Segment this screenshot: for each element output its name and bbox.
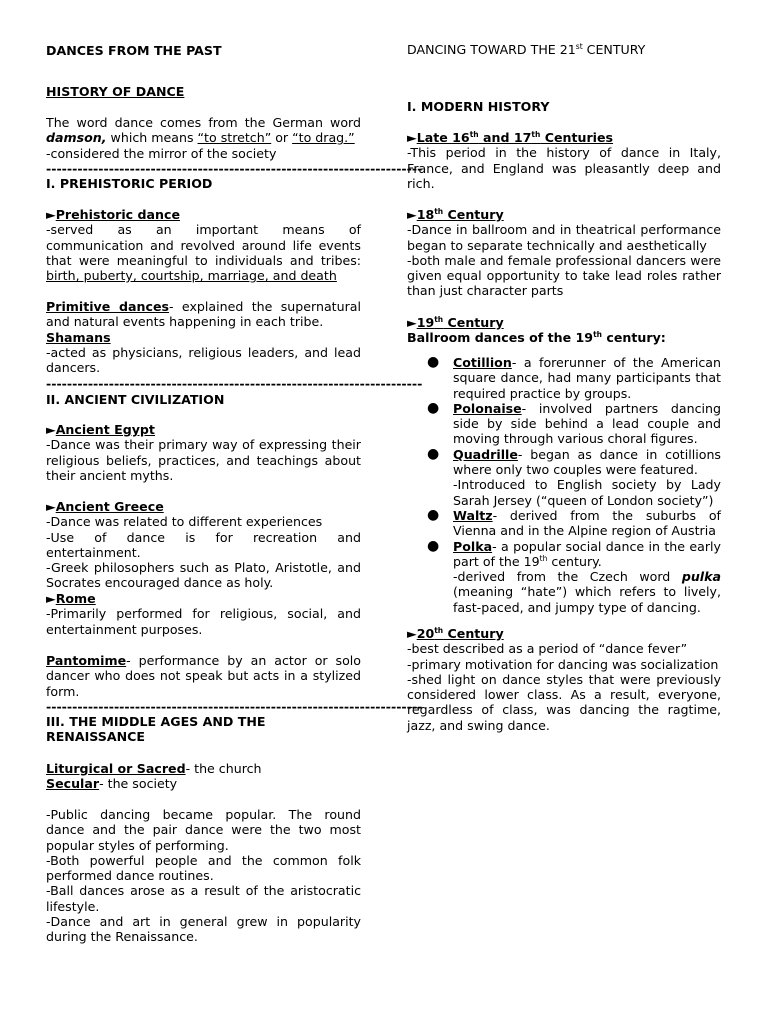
term-damson: damson, bbox=[46, 130, 107, 146]
arrow-icon: ► bbox=[407, 315, 417, 330]
term-pulka: pulka bbox=[681, 569, 721, 585]
section-heading-middle-ages: III. THE MIDDLE AGES AND THE RENAISSANCE bbox=[46, 714, 266, 745]
left-title: DANCES FROM THE PAST bbox=[46, 43, 222, 58]
arrow-icon: ► bbox=[407, 130, 417, 145]
18th-century-block: ►18th Century -Dance in ballroom and in theatrical performance began to separate technically and aesthetically -both male and female professional dancers were given equal opportunity to take lead roles rather than just character parts bbox=[407, 207, 721, 299]
ancient-egypt-block: ►Ancient Egypt -Dance was their primary way of expressing their religious beliefs, practices, and teachings about their ancient myths. bbox=[46, 422, 361, 483]
section-heading-ancient: II. ANCIENT CIVILIZATION bbox=[46, 392, 225, 407]
pantomime-block: Pantomime- performance by an actor or solo dancer who does not speak but acts in a stylized form. bbox=[46, 653, 361, 699]
arrow-icon: ► bbox=[407, 626, 417, 641]
arrow-icon: ► bbox=[46, 499, 56, 514]
ballroom-heading: Ballroom dances of the 19th century: bbox=[407, 330, 666, 346]
ancient-greece-block: ►Ancient Greece -Dance was related to different experiences -Use of dance is for recreation and entertainment. -Greek philosophers such as Plato, Aristotle, and Socrates encouraged dance as holy. bbox=[46, 499, 361, 591]
rome-block: ►Rome -Primarily performed for religious, social, and entertainment purposes. bbox=[46, 591, 361, 637]
20th-century-block: ►20th Century -best described as a period of “dance fever” -primary motivation for dancing was socialization -shed light on dance styles that were previously considered lower class. As a result, everyone, regardless of class, was dancing the ragtime, jazz, and swing dance. bbox=[407, 626, 721, 733]
section-heading-prehistoric: I. PREHISTORIC PERIOD bbox=[46, 176, 213, 191]
arrow-icon: ► bbox=[46, 207, 56, 222]
19th-century-block: ►19th Century Ballroom dances of the 19th century: bbox=[407, 315, 721, 346]
list-item: ● Cotillion- a forerunner of the American square dance, had many participants that required practice by groups. bbox=[427, 354, 721, 401]
primitive-dances-block: Primitive dances- explained the supernatural and natural events happening in each tribe. Shamans -acted as physicians, religious leaders, and lead dancers. bbox=[46, 299, 361, 376]
divider: ------------------------------------------------------------------------ bbox=[46, 161, 423, 176]
divider: ------------------------------------------------------------------------ bbox=[46, 376, 423, 391]
ballroom-dance-list bbox=[407, 355, 721, 615]
history-heading: HISTORY OF DANCE bbox=[46, 84, 185, 99]
bullet-icon: ● bbox=[427, 537, 440, 554]
list-item: ● Waltz- derived from the suburbs of Vienna and in the Alpine region of Austria bbox=[427, 506, 721, 539]
liturgical-secular-block: Liturgical or Sacred- the church Secular- the society bbox=[46, 761, 262, 792]
list-item: ● Quadrille- began as dance in cotillions where only two couples were featured. -Introduced to English society by Lady Sarah Jersey (“queen of London society”) bbox=[427, 445, 721, 508]
right-title: DANCING TOWARD THE 21st CENTURY bbox=[407, 42, 646, 57]
prehistoric-dance-block: ►Prehistoric dance -served as an important means of communication and revolved around life events that were meaningful to individuals and tribes: birth, puberty, courtship, marriage, and death bbox=[46, 207, 361, 284]
list-item: ● Polonaise- involved partners dancing side by side behind a lead couple and moving through various choral figures. bbox=[427, 399, 721, 447]
bullet-icon: ● bbox=[427, 354, 440, 370]
bullet-icon: ● bbox=[427, 399, 440, 416]
late-16th-17th-block: ►Late 16th and 17th Centuries -This period in the history of dance in Italy, France, and England was pleasantly deep and rich. bbox=[407, 130, 721, 191]
bullet-icon: ● bbox=[427, 506, 440, 523]
arrow-icon: ► bbox=[407, 207, 417, 222]
arrow-icon: ► bbox=[46, 591, 56, 606]
bullet-icon: ● bbox=[427, 445, 440, 462]
list-item: ● Polka- a popular social dance in the early part of the 19th century. -derived from the Czech word pulka (meaning “hate”) which refers to lively, fast-paced, and jumpy type of dancing. bbox=[427, 537, 721, 615]
arrow-icon: ► bbox=[46, 422, 56, 437]
divider: ------------------------------------------------------------------------ bbox=[46, 699, 423, 714]
section-heading-modern: I. MODERN HISTORY bbox=[407, 99, 550, 114]
middle-ages-notes: -Public dancing became popular. The round dance and the pair dance were the two most popular styles of performing. -Both powerful people and the common folk performed dance routines. -Ball dances arose as a result of the aristocratic lifestyle. -Dance and art in general grew in popularity during the Renaissance. bbox=[46, 807, 361, 945]
intro-paragraph: The word dance comes from the German word damson, which means “to stretch” or “to drag.” -considered the mirror of the society bbox=[46, 115, 361, 161]
